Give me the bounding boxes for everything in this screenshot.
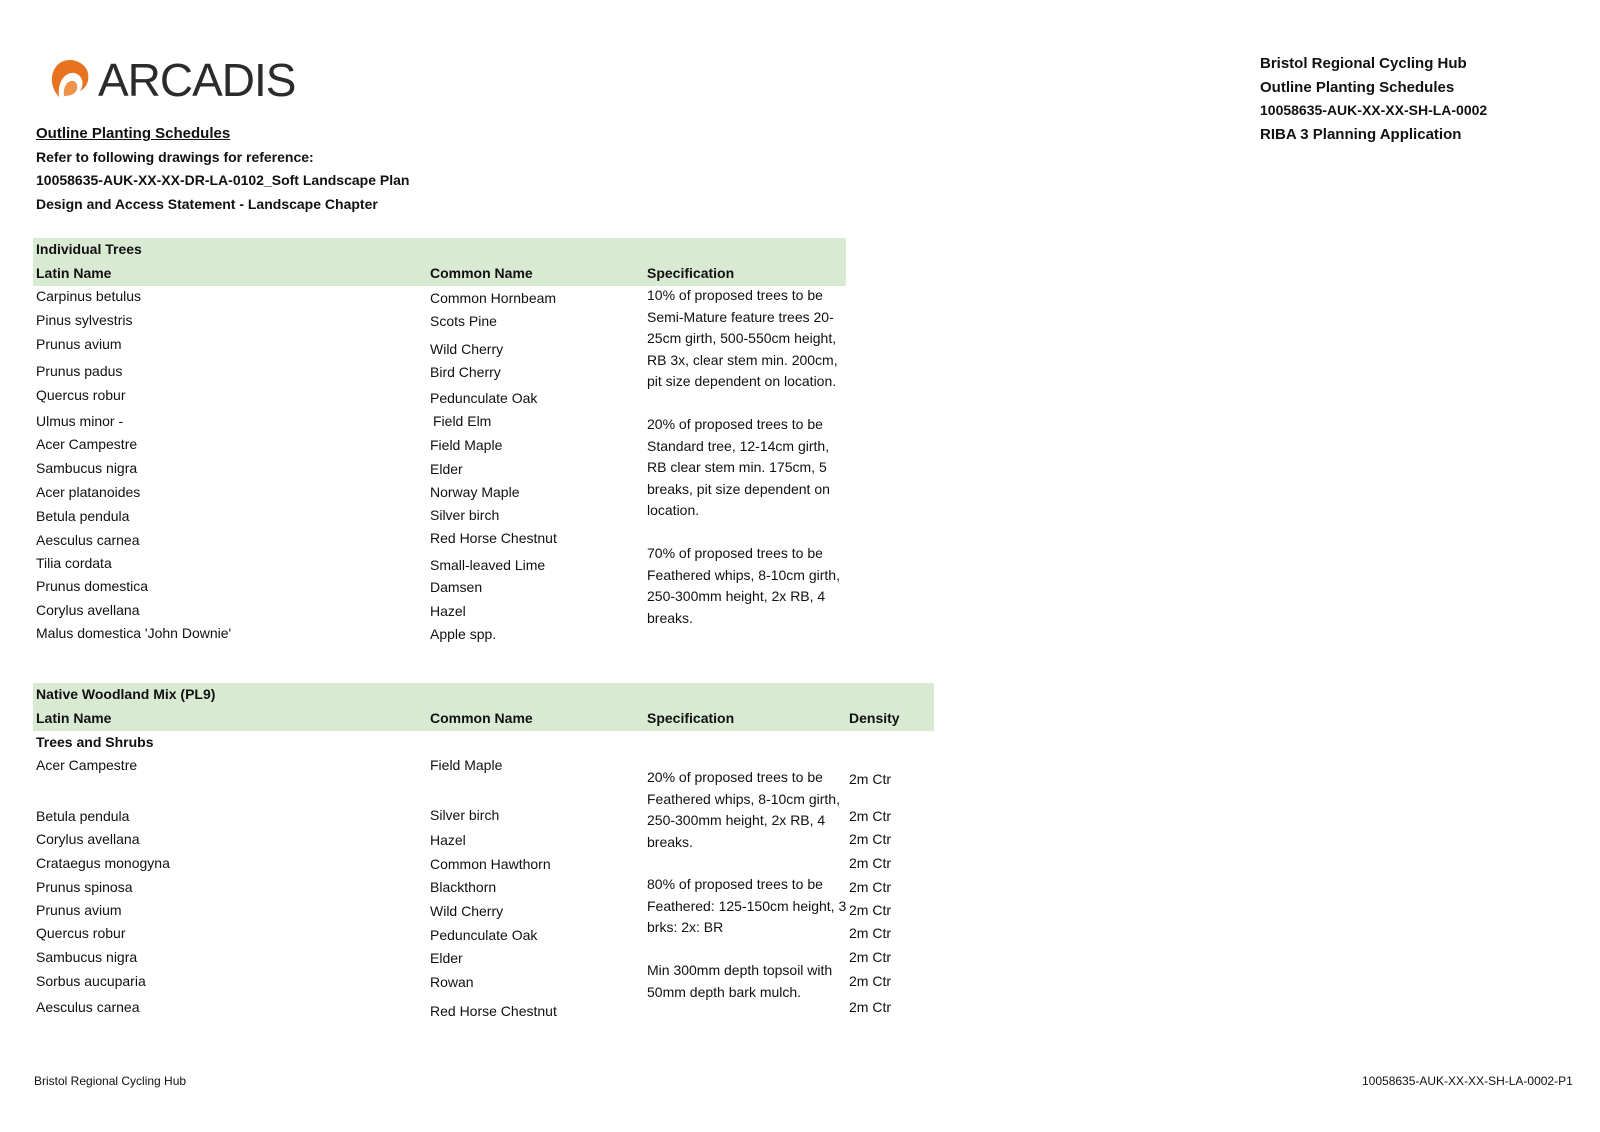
document-title: Outline Planting Schedules: [1260, 78, 1455, 96]
tree-common-name: Norway Maple: [430, 484, 520, 500]
column-header-common: Common Name: [430, 710, 533, 726]
footer-project-name: Bristol Regional Cycling Hub: [34, 1074, 187, 1088]
column-header-density: Density: [849, 710, 900, 726]
tree-specification: 20% of proposed trees to be Standard tree, 12-14cm girth, RB clear stem min. 175cm, 5 breaks, pit size dependent on location.: [647, 416, 830, 518]
mix-common-name: Field Maple: [430, 757, 503, 773]
tree-common-name: Scots Pine: [430, 313, 497, 329]
tree-specification: 10% of proposed trees to be Semi-Mature feature trees 20-25cm girth, 500-550cm height, RB 3x, clear stem min. 200cm, pit size dependent on location.: [647, 287, 838, 389]
mix-density: 2m Ctr: [849, 902, 891, 918]
mix-density: 2m Ctr: [849, 879, 891, 895]
tree-common-name: Field Maple: [430, 437, 503, 453]
mix-density: 2m Ctr: [849, 771, 891, 787]
arcadis-logo-icon: [50, 58, 90, 98]
tree-latin-name: Acer platanoides: [36, 484, 141, 500]
mix-density: 2m Ctr: [849, 973, 891, 989]
mix-specification: Min 300mm depth topsoil with 50mm depth bark mulch.: [647, 962, 833, 1000]
column-header-latin: Latin Name: [36, 710, 112, 726]
mix-specification: 80% of proposed trees to be Feathered: 125-150cm height, 3 brks: 2x: BR: [647, 876, 847, 935]
mix-common-name: Silver birch: [430, 807, 500, 823]
tree-specification: 70% of proposed trees to be Feathered whips, 8-10cm girth, 250-300mm height, 2x RB, 4 breaks.: [647, 545, 840, 626]
tree-latin-name: Pinus sylvestris: [36, 312, 133, 328]
section-heading: Individual Trees: [36, 241, 142, 257]
tree-latin-name: Aesculus carnea: [36, 532, 140, 548]
mix-latin-name: Acer Campestre: [36, 757, 138, 773]
document-header-info: [1260, 52, 1487, 146]
page-title: Outline Planting Schedules: [36, 125, 231, 142]
tree-latin-name: Ulmus minor -: [36, 413, 124, 429]
mix-common-name: Elder: [430, 950, 463, 966]
mix-latin-name: Corylus avellana: [36, 831, 140, 847]
tree-common-name: Wild Cherry: [430, 341, 504, 357]
tree-latin-name: Carpinus betulus: [36, 288, 142, 304]
tree-common-name: Pedunculate Oak: [430, 390, 538, 406]
tree-latin-name: Malus domestica 'John Downie': [36, 625, 232, 641]
tree-common-name: Damsen: [430, 579, 483, 595]
mix-density: 2m Ctr: [849, 831, 891, 847]
mix-common-name: Hazel: [430, 832, 466, 848]
tree-latin-name: Betula pendula: [36, 508, 130, 524]
mix-latin-name: Sorbus aucuparia: [36, 973, 146, 989]
column-header-latin: Latin Name: [36, 265, 112, 281]
mix-density: 2m Ctr: [849, 925, 891, 941]
document-reference: 10058635-AUK-XX-XX-SH-LA-0002: [1260, 102, 1488, 118]
mix-latin-name: Quercus robur: [36, 925, 126, 941]
mix-common-name: Rowan: [430, 974, 474, 990]
mix-density: 2m Ctr: [849, 808, 891, 824]
tree-latin-name: Prunus avium: [36, 336, 122, 352]
subsection-heading: Trees and Shrubs: [36, 734, 154, 750]
tree-latin-name: Corylus avellana: [36, 602, 140, 618]
tree-latin-name: Tilia cordata: [36, 555, 112, 571]
column-header-specification: Specification: [647, 710, 735, 726]
tree-common-name: Elder: [430, 461, 463, 477]
tree-latin-name: Prunus domestica: [36, 578, 149, 594]
tree-common-name: Common Hornbeam: [430, 290, 557, 306]
column-header-specification: Specification: [647, 265, 735, 281]
mix-common-name: Common Hawthorn: [430, 856, 551, 872]
mix-latin-name: Crataegus monogyna: [36, 855, 170, 871]
tree-latin-name: Prunus padus: [36, 363, 123, 379]
footer-document-ref: 10058635-AUK-XX-XX-SH-LA-0002-P1: [1362, 1074, 1573, 1088]
mix-latin-name: Prunus spinosa: [36, 879, 133, 895]
mix-common-name: Blackthorn: [430, 879, 497, 895]
reference-note: Refer to following drawings for reference:: [36, 148, 314, 165]
reference-das: Design and Access Statement - Landscape Chapter: [36, 195, 378, 212]
tree-latin-name: Sambucus nigra: [36, 460, 138, 476]
mix-latin-name: Aesculus carnea: [36, 999, 140, 1015]
tree-latin-name: Quercus robur: [36, 387, 126, 403]
tree-latin-name: Acer Campestre: [36, 436, 138, 452]
tree-common-name: Field Elm: [433, 413, 492, 429]
arcadis-logo-text: ARCADIS: [98, 54, 296, 106]
mix-common-name: Wild Cherry: [430, 903, 504, 919]
mix-common-name: Pedunculate Oak: [430, 927, 538, 943]
schedule-intro: [36, 122, 409, 216]
mix-density: 2m Ctr: [849, 855, 891, 871]
section-heading: Native Woodland Mix (PL9): [36, 686, 216, 702]
tree-common-name: Silver birch: [430, 507, 500, 523]
mix-density: 2m Ctr: [849, 949, 891, 965]
mix-latin-name: Sambucus nigra: [36, 949, 138, 965]
mix-latin-name: Betula pendula: [36, 808, 130, 824]
tree-common-name: Hazel: [430, 603, 466, 619]
mix-specification: 20% of proposed trees to be Feathered whips, 8-10cm girth, 250-300mm height, 2x RB, 4 breaks.: [647, 769, 840, 850]
reference-drawing: 10058635-AUK-XX-XX-DR-LA-0102_Soft Landscape Plan: [36, 172, 410, 188]
tree-common-name: Red Horse Chestnut: [430, 530, 557, 546]
mix-common-name: Red Horse Chestnut: [430, 1003, 557, 1019]
tree-common-name: Apple spp.: [430, 626, 497, 642]
mix-latin-name: Prunus avium: [36, 902, 122, 918]
tree-common-name: Small-leaved Lime: [430, 557, 546, 573]
planning-stage: RIBA 3 Planning Application: [1260, 125, 1462, 143]
column-header-common: Common Name: [430, 265, 533, 281]
tree-common-name: Bird Cherry: [430, 364, 501, 380]
mix-density: 2m Ctr: [849, 999, 891, 1015]
project-name: Bristol Regional Cycling Hub: [1260, 55, 1467, 72]
